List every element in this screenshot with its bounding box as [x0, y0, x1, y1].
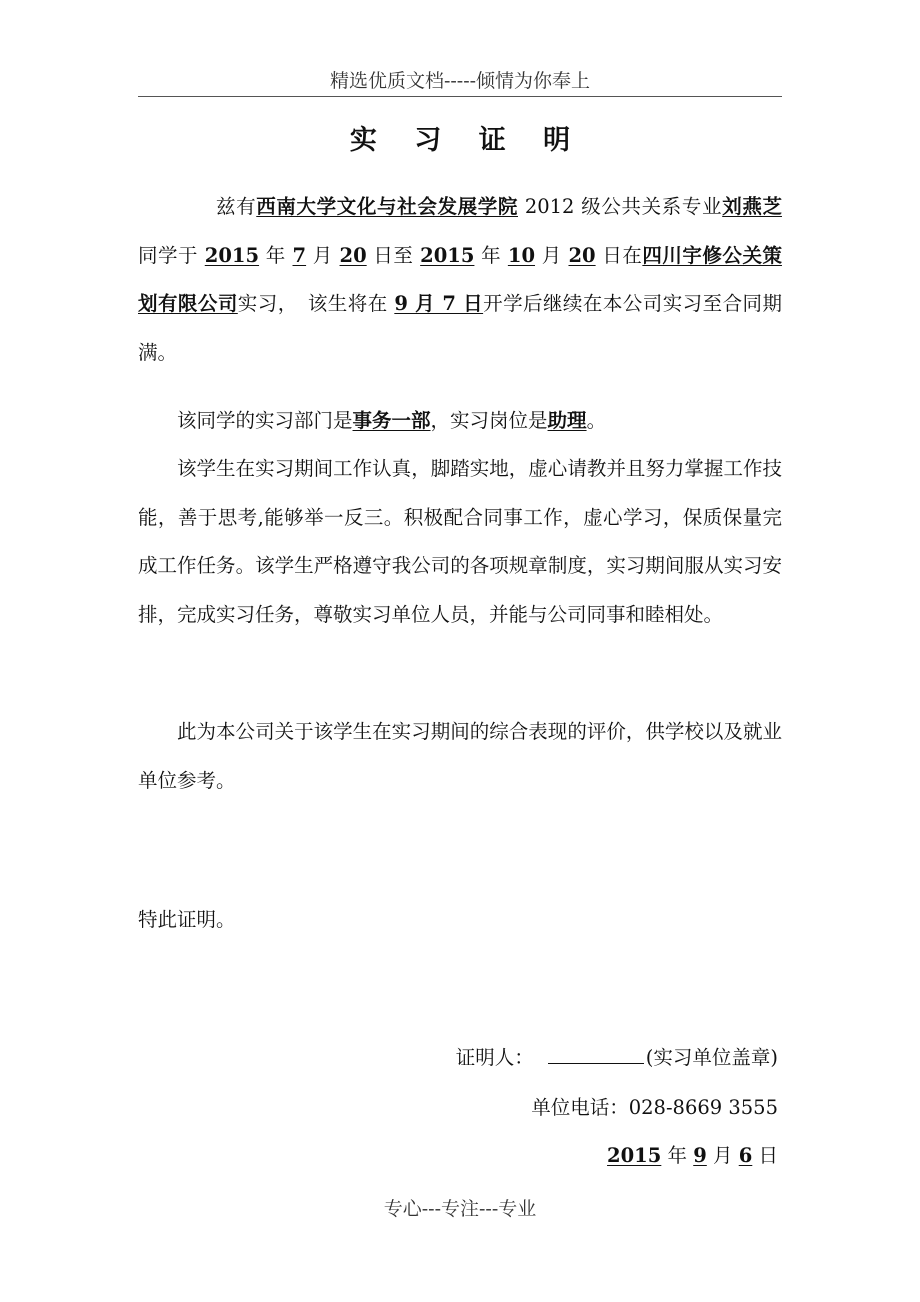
sign-year: 2015 — [607, 1144, 662, 1167]
signature-blank — [548, 1041, 644, 1064]
intro-text: 兹有 — [216, 195, 257, 218]
certifier-line — [456, 1040, 778, 1076]
header-divider — [138, 96, 782, 97]
college-name: 西南大学文化与社会发展学院 — [256, 195, 518, 218]
page-header: 精选优质文档-----倾情为你奉上 — [329, 70, 591, 92]
seal-note: (实习单位盖章) — [645, 1046, 778, 1069]
closing-statement: 特此证明。 — [138, 908, 236, 931]
intro-text: 同学于 — [138, 243, 205, 267]
intro-text: 2012 级公共关系专业 — [517, 195, 723, 218]
intro-text: 实习， 该生将在 — [237, 292, 395, 315]
student-name: 刘燕芝 — [722, 195, 782, 218]
start-month: 7 — [292, 243, 307, 267]
intro-text: 年 — [474, 243, 508, 267]
date-line — [607, 1138, 778, 1174]
date-unit: 月 — [706, 1144, 739, 1167]
position-paragraph — [138, 397, 782, 446]
purpose-paragraph: 此为本公司关于该学生在实习期间的综合表现的评价，供学校以及就业单位参考。 — [138, 720, 782, 792]
position-text: 该同学的实习部门是 — [177, 409, 353, 432]
sign-day: 6 — [738, 1144, 753, 1167]
intro-text: 日在 — [595, 243, 643, 267]
document-title: 实 习 证 明 — [349, 125, 585, 156]
position-text: ，实习岗位是 — [430, 409, 548, 432]
end-day: 20 — [568, 243, 596, 267]
sign-month: 9 — [693, 1144, 707, 1167]
certifier-label: 证明人： — [455, 1046, 534, 1069]
page-footer: 专心---专注---专业 — [383, 1198, 537, 1220]
date-unit: 日 — [752, 1144, 778, 1167]
intro-text: 年 — [259, 243, 293, 267]
company-name: 四川宇修公关策划有限公司 — [138, 243, 782, 315]
department-name: 事务一部 — [352, 409, 431, 432]
intro-text: 日至 — [366, 243, 421, 267]
intro-text: 月 — [306, 243, 340, 267]
evaluation-paragraph: 该学生在实习期间工作认真，脚踏实地，虚心请教并且努力掌握工作技能，善于思考,能够举一反三。积极配合同事工作，虚心学习，保质保量完成工作任务。该学生严格遵守我公司的各项规章制度，实习期间服从实习安排，完成实习任务，尊敬实习单位人员，并能与公司同事和睦相处。 — [138, 457, 782, 626]
intro-text: 月 — [535, 243, 569, 267]
position-text: 。 — [586, 409, 607, 432]
start-year: 2015 — [204, 243, 260, 267]
intro-text: 开学后继续在本公司实习至合同期满。 — [138, 292, 782, 364]
end-month: 10 — [507, 243, 536, 267]
start-day: 20 — [339, 243, 367, 267]
phone-line — [531, 1090, 778, 1126]
intro-paragraph — [138, 183, 782, 377]
phone-label: 单位电话： — [531, 1096, 629, 1119]
resume-date: 9 月 7 日 — [394, 292, 484, 315]
end-year: 2015 — [420, 243, 475, 267]
phone-number: 028-8669 3555 — [628, 1096, 778, 1119]
role-name: 助理 — [547, 409, 587, 432]
date-unit: 年 — [661, 1144, 694, 1167]
